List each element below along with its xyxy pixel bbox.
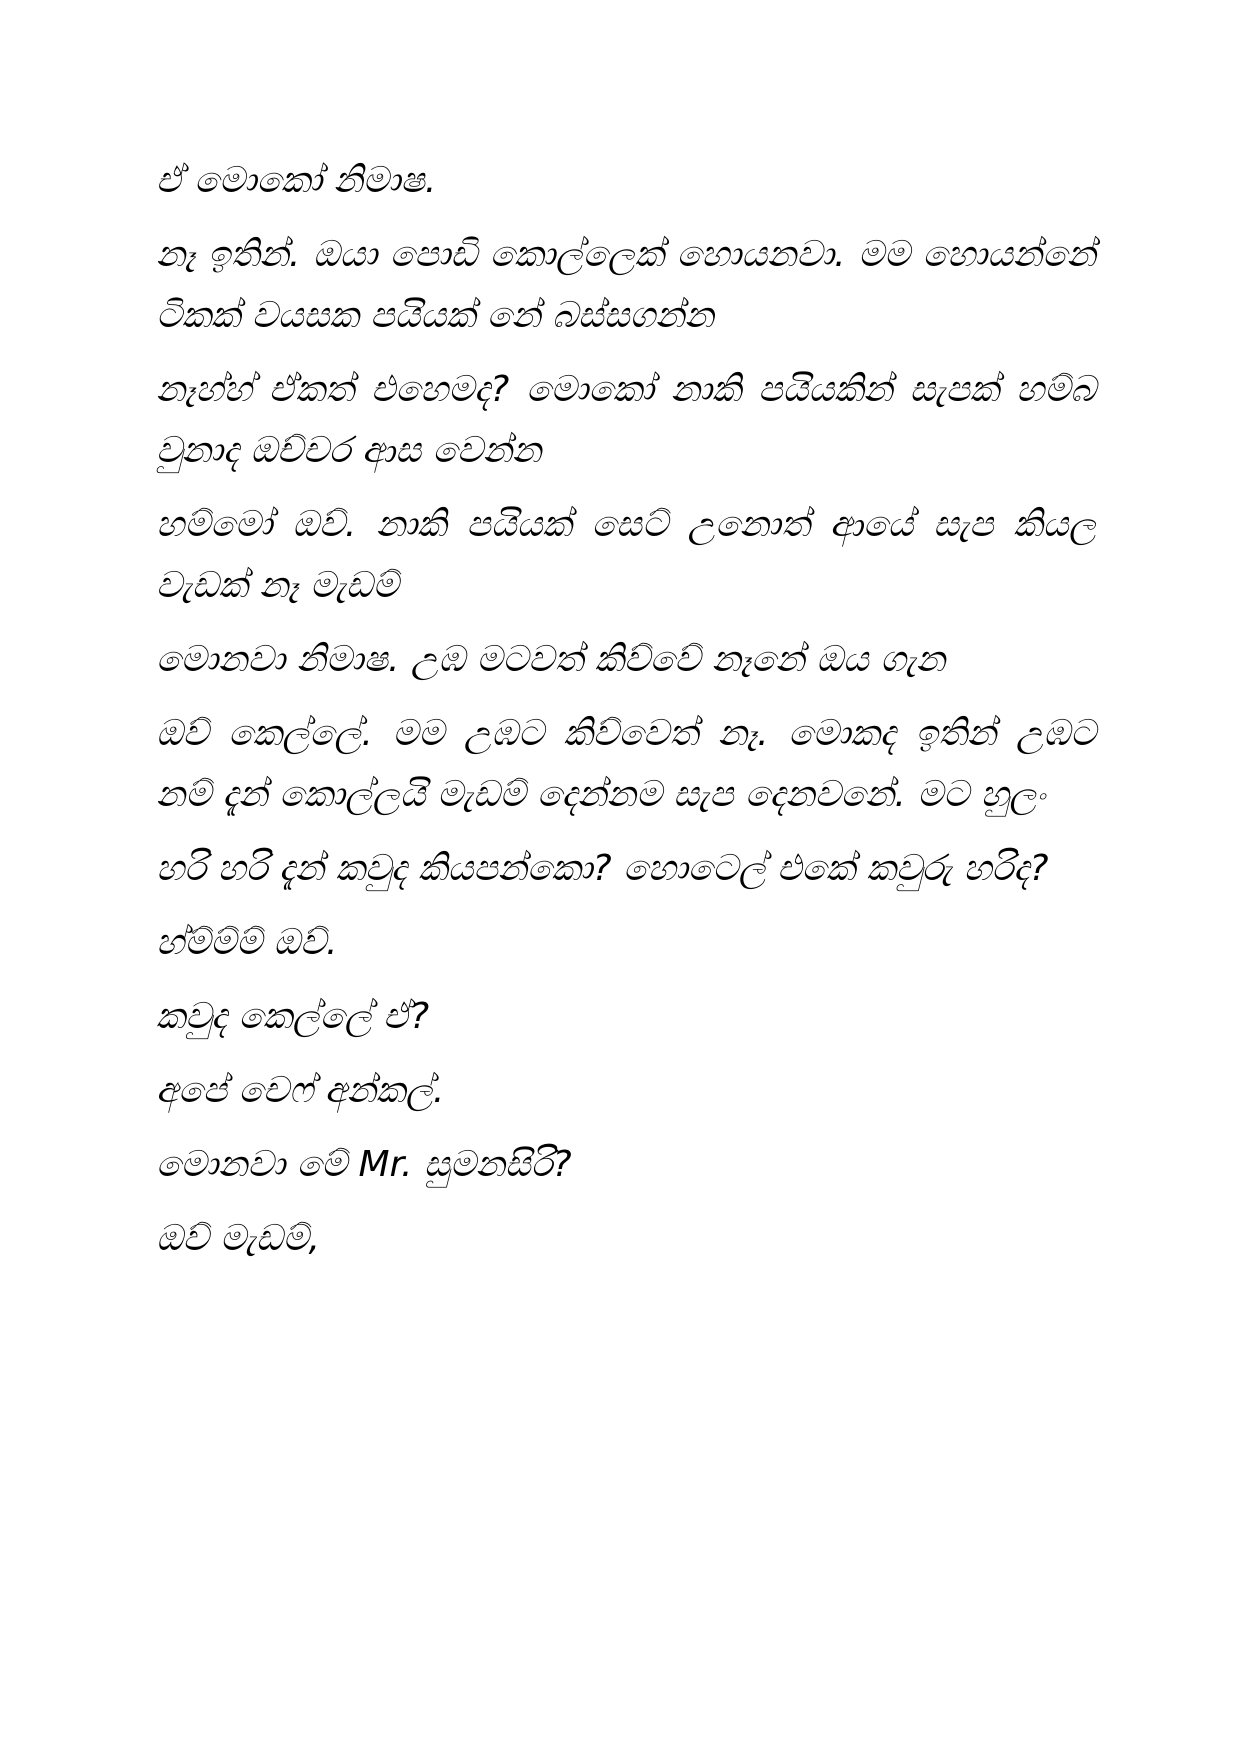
paragraph: නෑ ඉතින්. ඔයා පොඩි කොල්ලෙක් හොයනවා. මම හොයන්නේ ටිකක් වයසක පයියක් නේ බස්සගන්න xyxy=(156,234,1096,336)
paragraph: ඔව් කෙල්ලේ. මම උඹට කිව්වෙත් නෑ. මොකද ඉතින් උඹට නම් දැන් කොල්ලයි මැඩම් දෙන්නම සැප දෙනවනේ. මට හුලං xyxy=(156,713,1096,815)
paragraph: කවුද කෙල්ලේ ඒ? xyxy=(156,996,430,1037)
paragraph: හ්ම්ම්ම් ඔව්. xyxy=(156,922,338,963)
document-body xyxy=(156,150,1096,1282)
paragraph: ඒ මොකෝ නිමාෂ. xyxy=(156,160,437,201)
paragraph: නෑහ්හ් ඒකත් එහෙමද? මොකෝ නාකි පයියකින් සැපක් හම්බ වුනාද ඔච්චර ආස වෙන්න xyxy=(156,369,1096,471)
paragraph: හරි හරි දැන් කවුද කියපන්කො? හොටෙල් එකේ කවුරු හරිද? xyxy=(156,848,1049,889)
paragraph: ඔව් මැඩම්, xyxy=(156,1218,320,1259)
paragraph: හම්මෝ ඔව්. නාකි පයියක් සෙට් උනොත් ආයේ සැප කියල වැඩක් නෑ මැඩම් xyxy=(156,504,1096,606)
paragraph: අපේ චෙෆ් අන්කල්. xyxy=(156,1070,445,1111)
paragraph: මොනවා මේ Mr. සුමනසිරි? xyxy=(156,1144,572,1185)
paragraph: මොනවා නිමාෂ. උඹ මටවත් කිව්වේ නෑනේ ඔය ගැන xyxy=(156,639,946,680)
